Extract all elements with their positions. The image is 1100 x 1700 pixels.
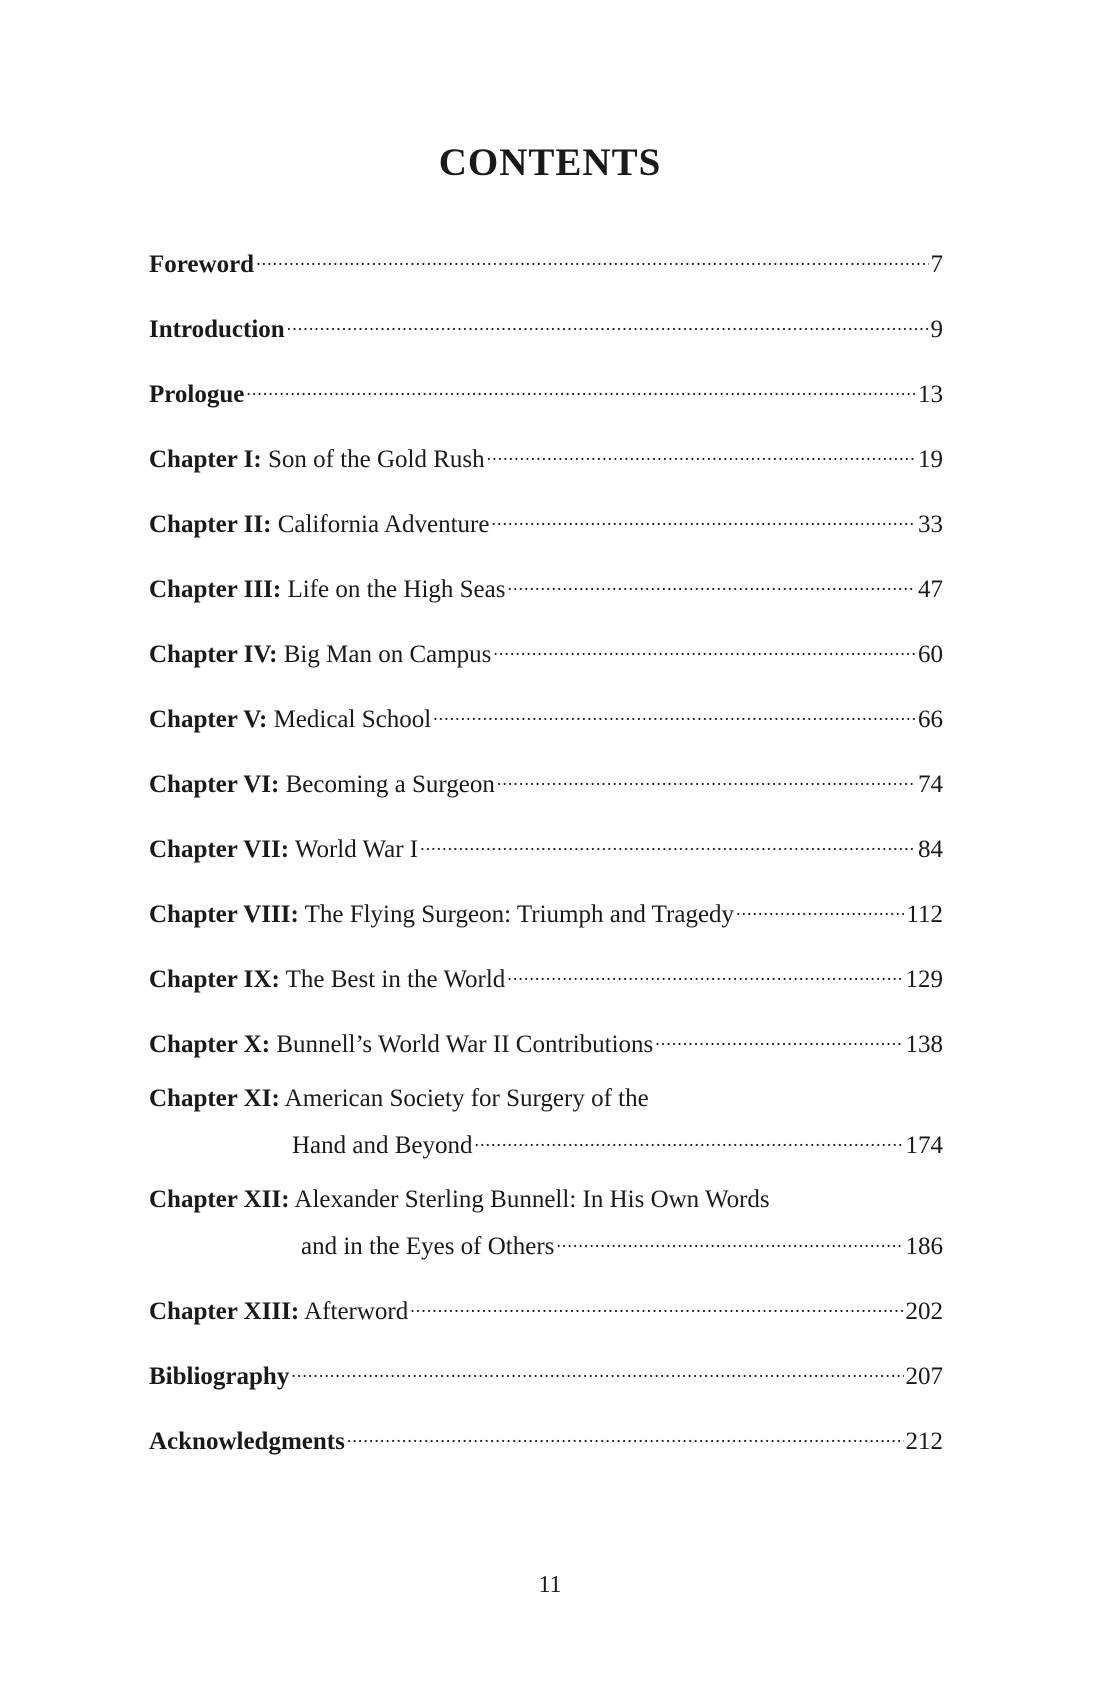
toc-entry-chapter-13[interactable] bbox=[149, 1283, 943, 1330]
dot-leader bbox=[475, 1117, 904, 1153]
entry-page-number: 33 bbox=[918, 511, 943, 538]
page-title: CONTENTS bbox=[438, 141, 662, 184]
toc-entry-chapter-2[interactable] bbox=[149, 496, 943, 543]
dot-leader bbox=[291, 1348, 903, 1384]
entry-page-number: 60 bbox=[918, 641, 943, 668]
entry-page-number: 9 bbox=[930, 316, 943, 343]
entry-label: Chapter IX: bbox=[149, 966, 280, 993]
entry-label: Chapter V: bbox=[149, 706, 268, 733]
toc-entry-chapter-3[interactable] bbox=[149, 561, 943, 608]
toc-entry-chapter-8[interactable] bbox=[149, 886, 943, 933]
entry-page-number: 207 bbox=[905, 1363, 943, 1390]
page-number: 11 bbox=[538, 1572, 562, 1598]
entry-label: Chapter VII: bbox=[149, 836, 290, 863]
entry-page-number: 84 bbox=[918, 836, 943, 863]
table-of-contents bbox=[149, 236, 943, 1478]
entry-page-number: 112 bbox=[906, 901, 943, 928]
entry-title: Afterword bbox=[299, 1298, 409, 1325]
dot-leader bbox=[433, 691, 916, 727]
entry-label: Chapter XII: bbox=[149, 1186, 290, 1213]
entry-title: California Adventure bbox=[271, 511, 490, 538]
toc-entry-chapter-9[interactable] bbox=[149, 951, 943, 998]
entry-page-number: 186 bbox=[905, 1233, 943, 1260]
dot-leader bbox=[507, 561, 916, 597]
entry-title-continuation: and in the Eyes of Others bbox=[301, 1233, 555, 1260]
entry-title: The Flying Surgeon: Triumph and Tragedy bbox=[298, 901, 735, 928]
entry-title: Life on the High Seas bbox=[281, 576, 506, 603]
entry-page-number: 174 bbox=[905, 1132, 943, 1159]
entry-title: Alexander Sterling Bunnell: In His Own Words bbox=[289, 1186, 770, 1213]
entry-label: Acknowledgments bbox=[149, 1428, 345, 1455]
toc-entry-prologue[interactable] bbox=[149, 366, 943, 413]
entry-label: Prologue bbox=[149, 381, 245, 408]
toc-entry-chapter-4[interactable] bbox=[149, 626, 943, 673]
entry-page-number: 212 bbox=[905, 1428, 943, 1455]
entry-label: Chapter VI: bbox=[149, 771, 280, 798]
dot-leader bbox=[736, 886, 904, 922]
entry-page-number: 7 bbox=[930, 251, 943, 278]
entry-page-number: 129 bbox=[905, 966, 943, 993]
entry-label: Bibliography bbox=[149, 1363, 290, 1390]
entry-label: Chapter II: bbox=[149, 511, 272, 538]
dot-leader bbox=[420, 821, 916, 857]
dot-leader bbox=[655, 1016, 903, 1052]
toc-entry-chapter-7[interactable] bbox=[149, 821, 943, 868]
dot-leader bbox=[256, 236, 928, 272]
dot-leader bbox=[497, 756, 916, 792]
toc-entry-bibliography[interactable] bbox=[149, 1348, 943, 1395]
toc-entry-chapter-11[interactable] bbox=[149, 1081, 943, 1164]
toc-entry-foreword[interactable] bbox=[149, 236, 943, 283]
dot-leader bbox=[556, 1218, 903, 1254]
toc-entry-chapter-12[interactable] bbox=[149, 1182, 943, 1265]
entry-label: Chapter XIII: bbox=[149, 1298, 300, 1325]
entry-page-number: 66 bbox=[918, 706, 943, 733]
entry-page-number: 138 bbox=[905, 1031, 943, 1058]
dot-leader bbox=[287, 301, 929, 337]
dot-leader bbox=[507, 951, 903, 987]
toc-entry-chapter-5[interactable] bbox=[149, 691, 943, 738]
entry-label: Chapter XI: bbox=[149, 1085, 280, 1112]
entry-title: World War I bbox=[289, 836, 419, 863]
entry-label: Introduction bbox=[149, 316, 285, 343]
dot-leader bbox=[410, 1283, 903, 1319]
entry-label: Chapter I: bbox=[149, 446, 262, 473]
entry-page-number: 19 bbox=[918, 446, 943, 473]
entry-page-number: 202 bbox=[905, 1298, 943, 1325]
entry-label: Chapter III: bbox=[149, 576, 282, 603]
entry-title: The Best in the World bbox=[279, 966, 506, 993]
toc-entry-chapter-6[interactable] bbox=[149, 756, 943, 803]
entry-title: Son of the Gold Rush bbox=[261, 446, 485, 473]
entry-title: Becoming a Surgeon bbox=[279, 771, 495, 798]
entry-title: Big Man on Campus bbox=[277, 641, 492, 668]
entry-label: Chapter VIII: bbox=[149, 901, 299, 928]
toc-entry-acknowledgments[interactable] bbox=[149, 1413, 943, 1460]
toc-entry-introduction[interactable] bbox=[149, 301, 943, 348]
dot-leader bbox=[246, 366, 916, 402]
entry-title-continuation: Hand and Beyond bbox=[292, 1132, 473, 1159]
entry-title: Medical School bbox=[267, 706, 432, 733]
entry-page-number: 74 bbox=[918, 771, 943, 798]
dot-leader bbox=[347, 1413, 904, 1449]
entry-title: Bunnell’s World War II Contributions bbox=[270, 1031, 654, 1058]
dot-leader bbox=[487, 431, 916, 467]
entry-page-number: 13 bbox=[918, 381, 943, 408]
toc-entry-chapter-1[interactable] bbox=[149, 431, 943, 478]
entry-page-number: 47 bbox=[918, 576, 943, 603]
dot-leader bbox=[493, 626, 916, 662]
entry-label: Foreword bbox=[149, 251, 255, 278]
toc-entry-chapter-10[interactable] bbox=[149, 1016, 943, 1063]
entry-label: Chapter IV: bbox=[149, 641, 278, 668]
dot-leader bbox=[491, 496, 916, 532]
entry-title: American Society for Surgery of the bbox=[279, 1085, 649, 1112]
entry-label: Chapter X: bbox=[149, 1031, 271, 1058]
